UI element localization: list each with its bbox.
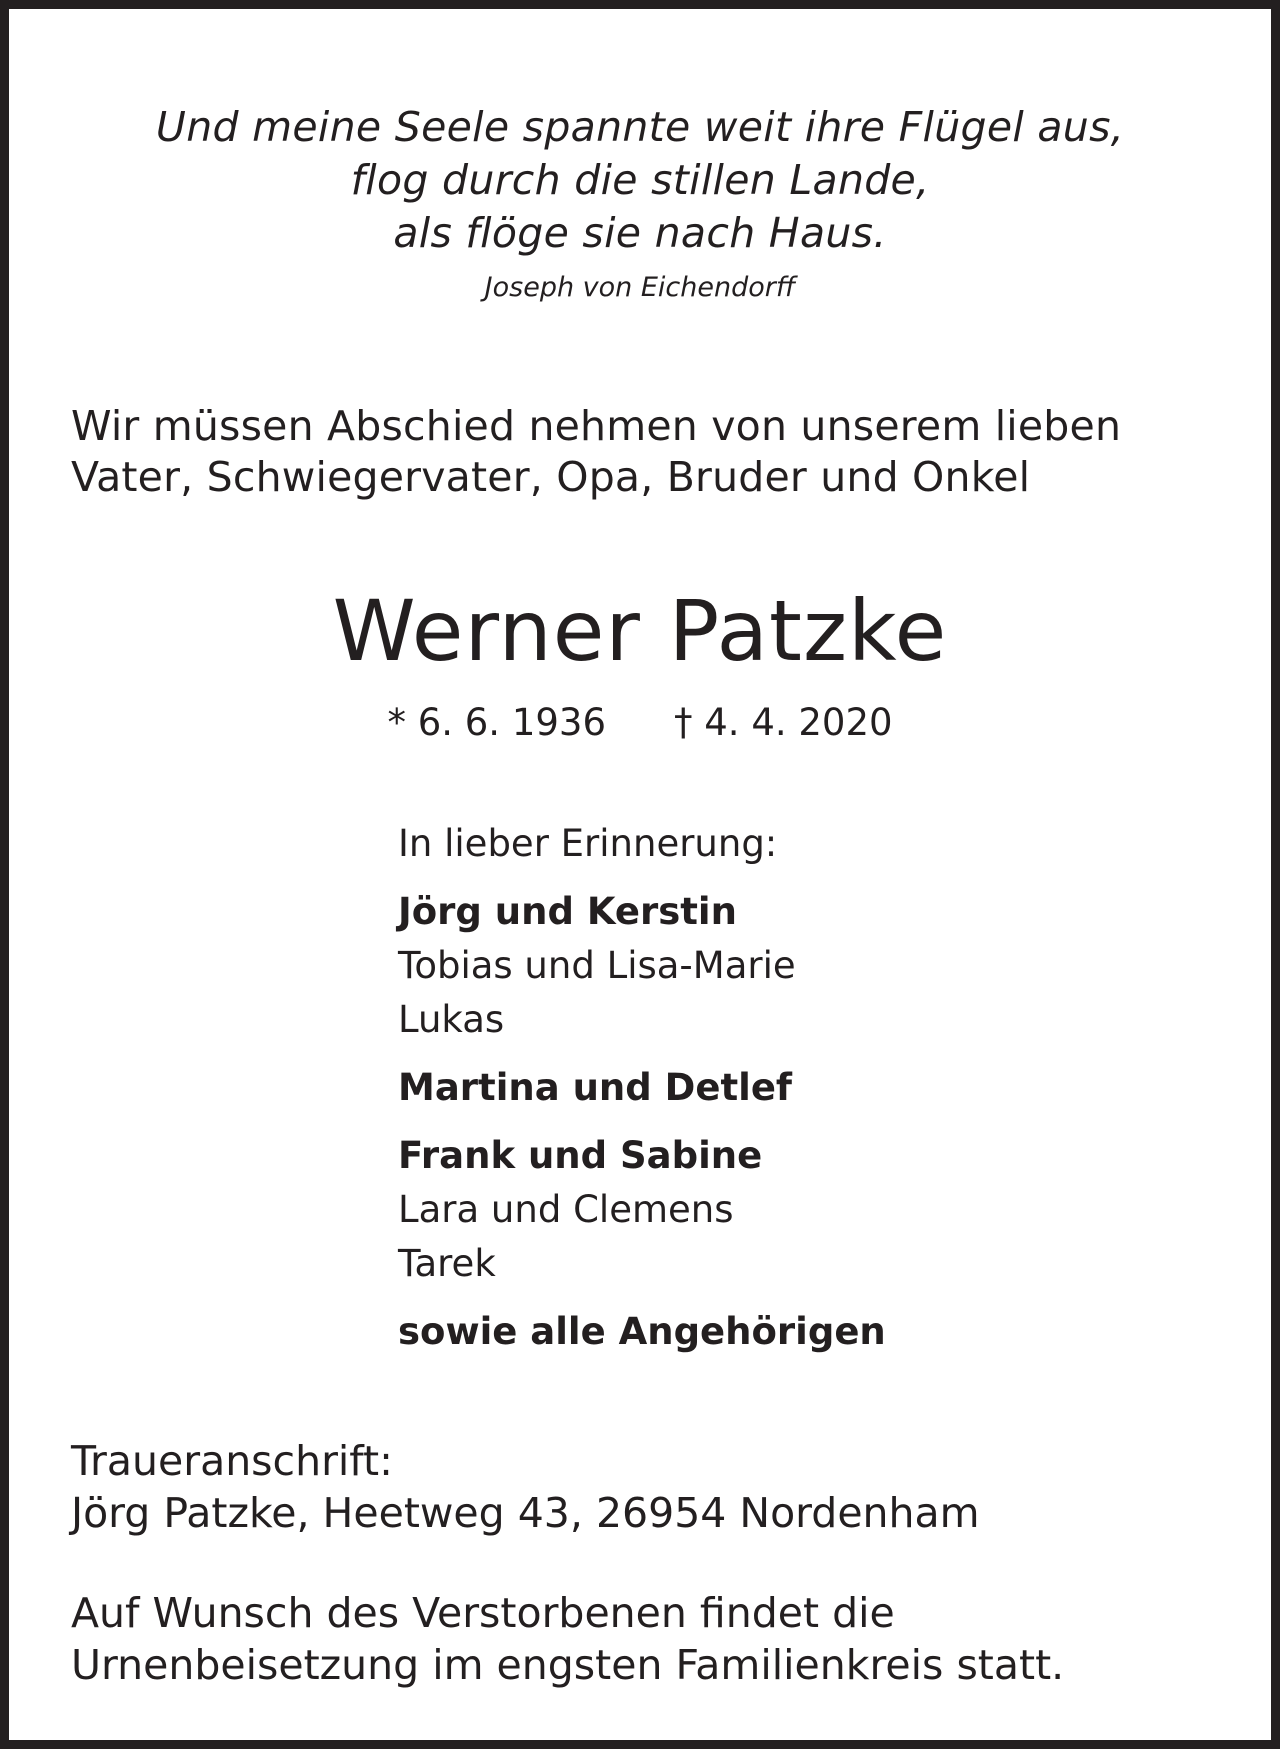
mourner-name: Tarek: [398, 1242, 496, 1285]
mourner-group: [398, 1061, 886, 1115]
mourner-group: [398, 885, 886, 1047]
mourners-list: [398, 819, 886, 1373]
closing-note: [71, 1587, 1064, 1691]
poem-line: flog durch die stillen Lande,: [350, 156, 930, 204]
birth-date: * 6. 6. 1936: [387, 701, 606, 744]
poem-author: Joseph von Eichendorff: [484, 272, 796, 303]
poem-line: als flöge sie nach Haus.: [393, 209, 887, 257]
mourner-name: Lara und Clemens: [398, 1188, 734, 1231]
mourner-group: [398, 1129, 886, 1291]
mourner-name-primary: sowie alle Angehörigen: [398, 1310, 886, 1353]
mourner-name-primary: Frank und Sabine: [398, 1134, 763, 1177]
death-date: † 4. 4. 2020: [674, 701, 893, 744]
mourner-name-primary: Martina und Detlef: [398, 1066, 793, 1109]
address-value: Jörg Patzke, Heetweg 43, 26954 Nordenham: [71, 1489, 980, 1537]
closing-line: Auf Wunsch des Verstorbenen findet die: [71, 1589, 895, 1637]
mourner-name-primary: Jörg und Kerstin: [398, 890, 737, 933]
mourner-name: Lukas: [398, 998, 505, 1041]
mourner-groups: [398, 885, 886, 1359]
intro-line: Vater, Schwiegervater, Opa, Bruder und Onkel: [71, 453, 1031, 501]
intro-text: [71, 401, 1121, 503]
poem-block: [9, 101, 1271, 306]
mourners-heading: In lieber Erinnerung:: [398, 822, 778, 865]
mourner-name: Tobias und Lisa-Marie: [398, 944, 796, 987]
mourning-address: [71, 1435, 980, 1539]
life-dates: [9, 699, 1271, 747]
closing-line: Urnenbeisetzung im engsten Familienkreis statt.: [71, 1641, 1065, 1689]
deceased-name: Werner Patzke: [332, 582, 948, 680]
poem-line: Und meine Seele spannte weit ihre Flügel aus,: [155, 103, 1125, 151]
intro-line: Wir müssen Abschied nehmen von unserem lieben: [71, 402, 1122, 450]
mourner-group: [398, 1305, 886, 1359]
address-label: Traueranschrift:: [71, 1437, 393, 1485]
